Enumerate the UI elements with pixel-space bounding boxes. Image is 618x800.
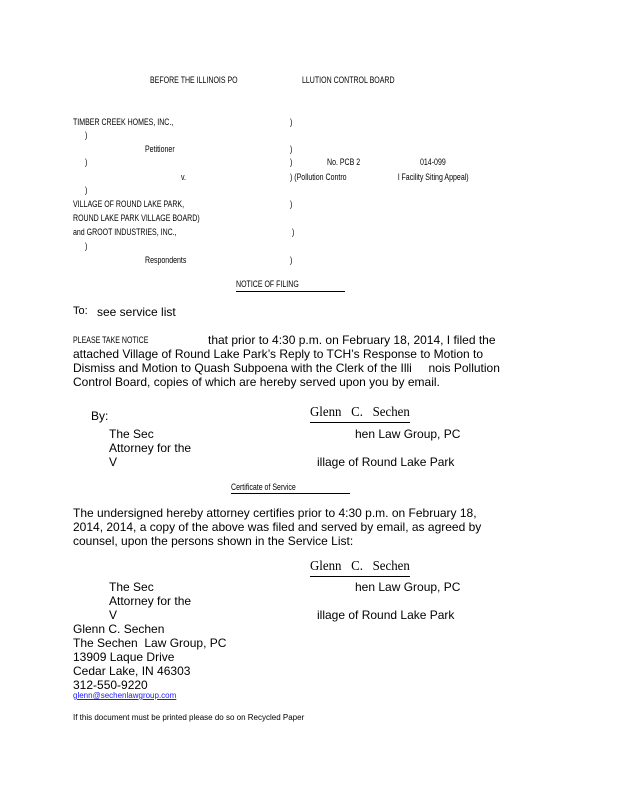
case-number: No. PCB 2 [327, 157, 361, 167]
notice-line-4: Control Board, copies of which are hereby served upon you by email. [73, 375, 440, 389]
to-value: see service list [97, 305, 176, 319]
signature-2-firm-left: The Sec [109, 580, 154, 594]
signature-2-firm-right: hen Law Group, PC [355, 580, 461, 594]
signature-2-village-right: illage of Round Lake Park [317, 608, 455, 622]
notice-title: NOTICE OF FILING [236, 279, 299, 289]
notice-line-3: Dismiss and Motion to Quash Subpoena with the Clerk of the Illi nois Pollution [73, 361, 500, 375]
caption-paren: ) [85, 157, 88, 167]
contact-email-link[interactable]: glenn@sechenlawgroup.com [73, 691, 177, 700]
certificate-line-1: The undersigned hereby attorney certifies prior to 4:30 p.m. on February 18, [73, 506, 477, 520]
heading-left: BEFORE THE ILLINOIS PO [150, 75, 238, 85]
caption-paren: ) [85, 185, 88, 195]
notice-line-1: that prior to 4:30 p.m. on February 18, 2014, I filed the [208, 333, 496, 347]
versus-label: v. [181, 172, 186, 182]
caption-paren: ) [290, 199, 293, 209]
signature-2-village-left: V [109, 608, 118, 622]
certificate-title: Certificate of Service [231, 482, 296, 492]
signature-2-name: Glenn C. Sechen [310, 559, 410, 574]
certificate-line-2: 2014, 2014, a copy of the above was filed and served by email, as agreed by [73, 520, 482, 534]
by-label: By: [91, 409, 109, 423]
heading-right: LLUTION CONTROL BOARD [302, 75, 395, 85]
signature-2-line [310, 576, 410, 577]
caption-paren: ) [290, 157, 293, 167]
caption-paren: ) [85, 241, 88, 251]
signature-1-village-left: V [109, 455, 118, 469]
contact-city: Cedar Lake, IN 46303 [73, 664, 191, 678]
respondent-2: ROUND LAKE PARK VILLAGE BOARD) [73, 213, 200, 223]
notice-line-2: attached Village of Round Lake Park’s Reply to TCH’s Response to Motion to [73, 347, 484, 361]
signature-1-firm-right: hen Law Group, PC [355, 427, 461, 441]
signature-2-attorney: Attorney for the [109, 594, 192, 608]
facility-siting-label: l Facility Siting Appeal) [398, 172, 469, 182]
signature-1-firm-left: The Sec [109, 427, 154, 441]
signature-1-name: Glenn C. Sechen [310, 405, 410, 420]
contact-phone: 312-550-9220 [73, 678, 148, 692]
contact-name: Glenn C. Sechen [73, 622, 165, 636]
notice-lead: PLEASE TAKE NOTICE [73, 335, 149, 345]
signature-1-attorney: Attorney for the [109, 441, 192, 455]
pollution-control-label: ) (Pollution Contro [290, 172, 347, 182]
respondent-1: VILLAGE OF ROUND LAKE PARK, [73, 199, 185, 209]
petitioner-name: TIMBER CREEK HOMES, INC., [73, 117, 174, 127]
recycled-paper-note: If this document must be printed please do so on Recycled Paper [73, 713, 305, 722]
caption-paren: ) [290, 255, 293, 265]
certificate-line-3: counsel, upon the persons shown in the Service List: [73, 534, 354, 548]
contact-street: 13909 Laque Drive [73, 650, 175, 664]
caption-paren: ) [290, 117, 293, 127]
respondents-label: Respondents [145, 255, 187, 265]
caption-paren: ) [85, 130, 88, 140]
caption-paren: ) [290, 144, 293, 154]
to-label: To: [73, 305, 88, 317]
signature-1-line [310, 422, 410, 423]
petitioner-label: Petitioner [145, 144, 175, 154]
caption-paren: ) [292, 227, 295, 237]
case-number-year: 014-099 [420, 157, 446, 167]
contact-firm: The Sechen Law Group, PC [73, 636, 227, 650]
respondent-3: and GROOT INDUSTRIES, INC., [73, 227, 177, 237]
signature-1-village-right: illage of Round Lake Park [317, 455, 455, 469]
certificate-title-underline [231, 493, 350, 494]
notice-title-underline [236, 291, 345, 292]
